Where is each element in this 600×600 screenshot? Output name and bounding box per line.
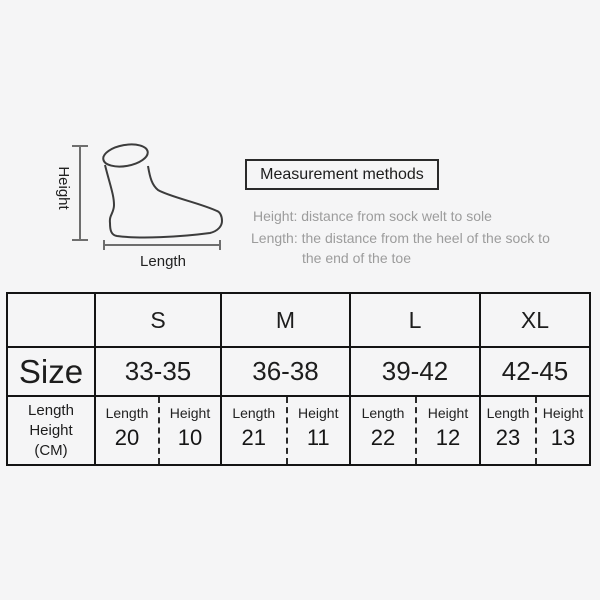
length-label: Length — [361, 405, 405, 421]
height-instruction-text: Height: distance from sock welt to sole — [253, 208, 492, 224]
height-value: 11 — [306, 425, 330, 450]
size-range-s: 33-35 — [94, 346, 220, 395]
size-range-l: 39-42 — [349, 346, 479, 395]
values-cell-m — [220, 395, 349, 464]
unit-label-line: Height — [29, 421, 73, 439]
height-value: 10 — [177, 425, 203, 450]
length-instruction-text-cont: the end of the toe — [302, 250, 411, 266]
unit-label-cell — [8, 395, 94, 464]
height-label: Height — [298, 405, 339, 421]
size-table — [6, 292, 591, 466]
length-value: 23 — [495, 425, 521, 450]
column-header-s: S — [94, 294, 220, 346]
length-instruction-text: Length: the distance from the heel of the sock to — [251, 230, 550, 246]
height-value: 12 — [435, 425, 461, 450]
height-label: Height — [169, 405, 211, 421]
length-half-xl — [481, 397, 535, 464]
column-header-m: M — [220, 294, 349, 346]
size-range-xl: 42-45 — [479, 346, 589, 395]
sock-measurement-diagram — [50, 133, 255, 278]
unit-label-line: (CM) — [34, 441, 68, 459]
length-label: Length — [232, 405, 276, 421]
length-value: 20 — [114, 425, 140, 450]
measurement-methods-box — [245, 159, 439, 190]
length-dimension-line — [104, 240, 220, 250]
length-half-l — [351, 397, 415, 464]
length-label: Length — [486, 405, 530, 421]
values-cell-l — [349, 395, 479, 464]
size-range-m: 36-38 — [220, 346, 349, 395]
table-corner-cell — [8, 294, 94, 346]
height-half-m — [286, 397, 350, 464]
height-dimension-label: Height — [55, 166, 73, 210]
length-half-s — [96, 397, 158, 464]
measurement-methods-title: Measurement methods — [260, 165, 424, 183]
column-header-xl: XL — [479, 294, 589, 346]
length-value: 22 — [370, 425, 396, 450]
unit-label-line: Length — [28, 401, 74, 419]
length-value: 21 — [241, 425, 266, 450]
height-half-l — [415, 397, 479, 464]
length-half-m — [222, 397, 286, 464]
height-dimension-line — [72, 146, 88, 240]
length-label: Length — [105, 405, 149, 421]
height-half-xl — [535, 397, 589, 464]
height-label: Height — [542, 405, 584, 421]
size-row-label: Size — [8, 346, 94, 395]
height-label: Height — [427, 405, 469, 421]
column-header-l: L — [349, 294, 479, 346]
values-cell-xl — [479, 395, 589, 464]
values-cell-s — [94, 395, 220, 464]
height-half-s — [158, 397, 220, 464]
sock-outline — [102, 141, 222, 237]
height-value: 13 — [550, 425, 576, 450]
length-dimension-label: Length — [140, 253, 186, 270]
